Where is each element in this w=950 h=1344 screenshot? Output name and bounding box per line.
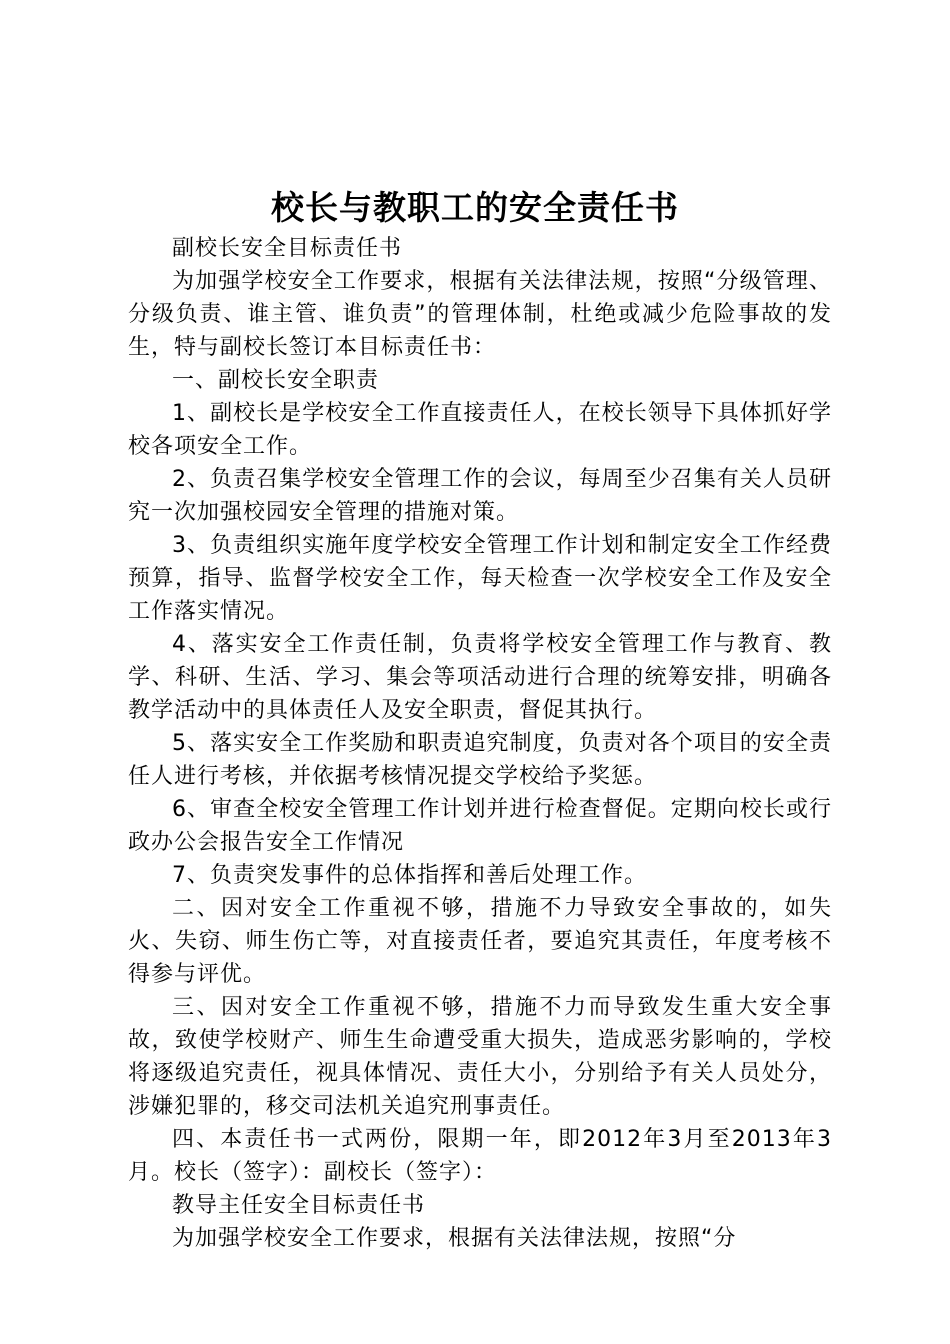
clause-three: 三、因对安全工作重视不够，措施不力而导致发生重大安全事故，致使学校财产、师生生命遭受重大损失，造成恶劣影响的，学校将逐级追究责任，视具体情况、责任大小，分别给予有关人员处分，涉嫌犯罪的，移交司法机关追究刑事责任。 <box>128 995 832 1119</box>
intro-paragraph-dean: 为加强学校安全工作要求，根据有关法律法规，按照“分 <box>172 1226 737 1251</box>
document-body <box>128 232 832 1255</box>
section-heading-vice-principal: 副校长安全目标责任书 <box>172 236 403 261</box>
duty-item-6: 6、审查全校安全管理工作计划并进行检查督促。定期向校长或行政办公会报告安全工作情况 <box>128 797 832 855</box>
duty-item-2: 2、负责召集学校安全管理工作的会议，每周至少召集有关人员研究一次加强校园安全管理的措施对策。 <box>128 467 832 525</box>
duty-item-3: 3、负责组织实施年度学校安全管理工作计划和制定安全工作经费预算，指导、监督学校安全工作，每天检查一次学校安全工作及安全工作落实情况。 <box>128 533 832 624</box>
section-heading-duties: 一、副校长安全职责 <box>172 368 380 393</box>
duty-item-4: 4、落实安全工作责任制，负责将学校安全管理工作与教育、教学、科研、生活、学习、集会等项活动进行合理的统筹安排，明确各教学活动中的具体责任人及安全职责，督促其执行。 <box>128 632 832 723</box>
clause-two: 二、因对安全工作重视不够，措施不力导致安全事故的，如失火、失窃、师生伤亡等，对直接责任者，要追究其责任，年度考核不得参与评优。 <box>128 896 832 987</box>
document-title: 校长与教职工的安全责任书 <box>271 188 679 227</box>
duty-item-7: 7、负责突发事件的总体指挥和善后处理工作。 <box>172 863 647 888</box>
duty-item-1: 1、副校长是学校安全工作直接责任人，在校长领导下具体抓好学校各项安全工作。 <box>128 401 832 459</box>
intro-paragraph: 为加强学校安全工作要求，根据有关法律法规，按照“分级管理、分级负责、谁主管、谁负责”的管理体制，杜绝或减少危险事故的发生，特与副校长签订本目标责任书： <box>128 269 832 360</box>
clause-four-signatures: 四、本责任书一式两份，限期一年，即2012年3月至2013年3月。校长（签字）：副校长（签字）： <box>128 1127 832 1185</box>
duty-item-5: 5、落实安全工作奖励和职责追究制度，负责对各个项目的安全责任人进行考核，并依据考核情况提交学校给予奖惩。 <box>128 731 832 789</box>
section-heading-dean: 教导主任安全目标责任书 <box>172 1193 426 1218</box>
